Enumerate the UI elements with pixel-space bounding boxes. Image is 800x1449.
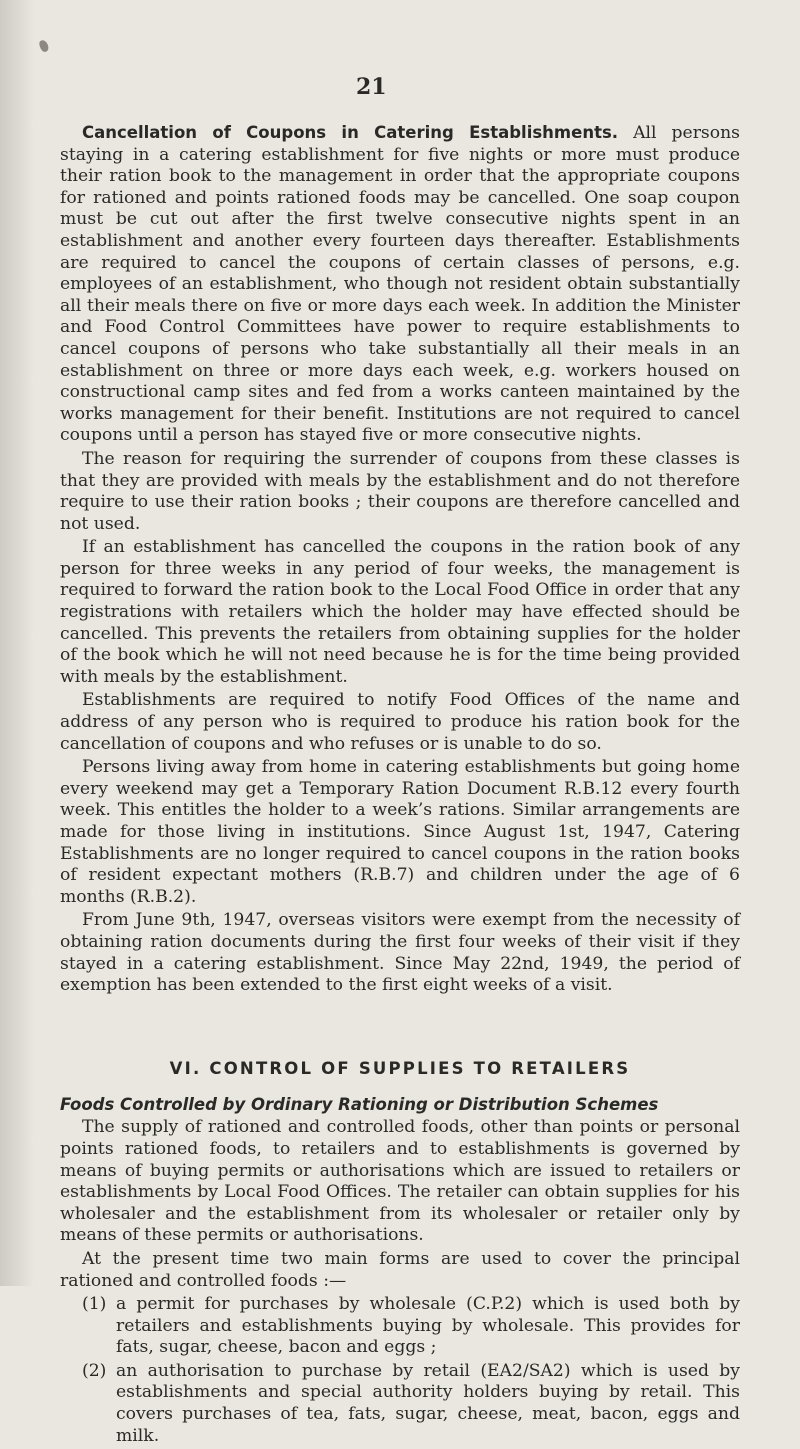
list-item-text: a permit for purchases by wholesale (C.P.2) which is used both by retailers and establishments buying by wholesale. This provides for fats, sugar, cheese, bacon and eggs ; [116,1294,740,1358]
page-number: 21 [356,74,387,100]
section-subheading: Foods Controlled by Ordinary Rationing or Distribution Schemes [60,1094,659,1114]
list-item [82,1294,740,1359]
section1-heading: Cancellation of Coupons in Catering Establishments. [82,123,619,142]
section1-paragraph-6: From June 9th, 1947, overseas visitors were exempt from the necessity of obtaining ration documents during the first four weeks of their visit if they stayed in a catering establishment. Since May 22nd, 1949, the period of exemption has been extended to the first eight weeks of a visit. [60,910,740,996]
section1-paragraph-2: The reason for requiring the surrender of coupons from these classes is that they are provided with meals by the establishment and do not therefore require to use their ration books ; their coupons are therefore cancelled and not used. [60,448,740,534]
page-shadow-edge [0,0,34,1286]
list-item-number: (1) [82,1294,107,1315]
section2-paragraph-1: The supply of rationed and controlled foods, other than points or personal points rationed foods, to retailers and to establishments is governed by means of buying permits or authorisations which are issued to retailers or establishments by Local Food Offices. The retailer can obtain supplies for his wholesaler and the establishment from its wholesaler or retailer only by means of these permits or authorisations. [60,1117,740,1246]
section-title: VI. CONTROL OF SUPPLIES TO RETAILERS [169,1058,631,1078]
section1-paragraph-5: Persons living away from home in catering establishments but going home every weekend may get a Temporary Ration Document R.B.12 every fourth week. This entitles the holder to a week’s rations. Similar arrangements are made for those living in institutions. Since August 1st, 1947, Catering Establishments are no longer required to cancel coupons in the ration books of resident expectant mothers (R.B.7) and children under the age of 6 months (R.B.2). [60,757,740,907]
section1-paragraph-1 [60,122,740,447]
section1-paragraph-1-text: All persons staying in a catering establishment for five nights or more must produce their ration book to the management in order that the appropriate coupons for rationed and points rationed foods may be cancelled. One soap coupon must be cut out after the first twelve consecutive nights spent in an establishment and another every fourteen days thereafter. Establishments are required to cancel the coupons of certain classes of persons, e.g. employees of an establishment, who though not resident obtain substantially all their meals there on five or more days each week. In addition the Minister and Food Control Committees have power to require establishments to cancel coupons of persons who take substantially all their meals in an establishment on three or more days each week, e.g. workers housed on constructional camp sites and fed from a works canteen maintained by the works management for their benefit. Institutions are not required to cancel coupons until a person has stayed five or more consecutive nights. [60,123,740,446]
page-body [60,122,740,1449]
list-item-number: (2) [82,1360,107,1381]
section2-paragraph-2: At the present time two main forms are used to cover the principal rationed and controlled foods :— [60,1248,740,1291]
list-item-text: an authorisation to purchase by retail (EA2/SA2) which is used by establishments and special authority holders buying by retail. This covers purchases of tea, fats, sugar, cheese, meat, bacon, eggs and milk. [116,1360,740,1446]
section1-paragraph-4: Establishments are required to notify Food Offices of the name and address of any person who is required to produce his ration book for the cancellation of coupons and who refuses or is unable to do so. [60,690,740,754]
list-item [82,1361,740,1447]
section1-paragraph-3: If an establishment has cancelled the coupons in the ration book of any person for three weeks in any period of four weeks, the management is required to forward the ration book to the Local Food Office in order that any registrations with retailers which the holder may have effected should be cancelled. This prevents the retailers from obtaining supplies for the holder of the book which he will not need because he is for the time being provided with meals by the establishment. [60,537,740,687]
ink-speck [38,39,50,53]
